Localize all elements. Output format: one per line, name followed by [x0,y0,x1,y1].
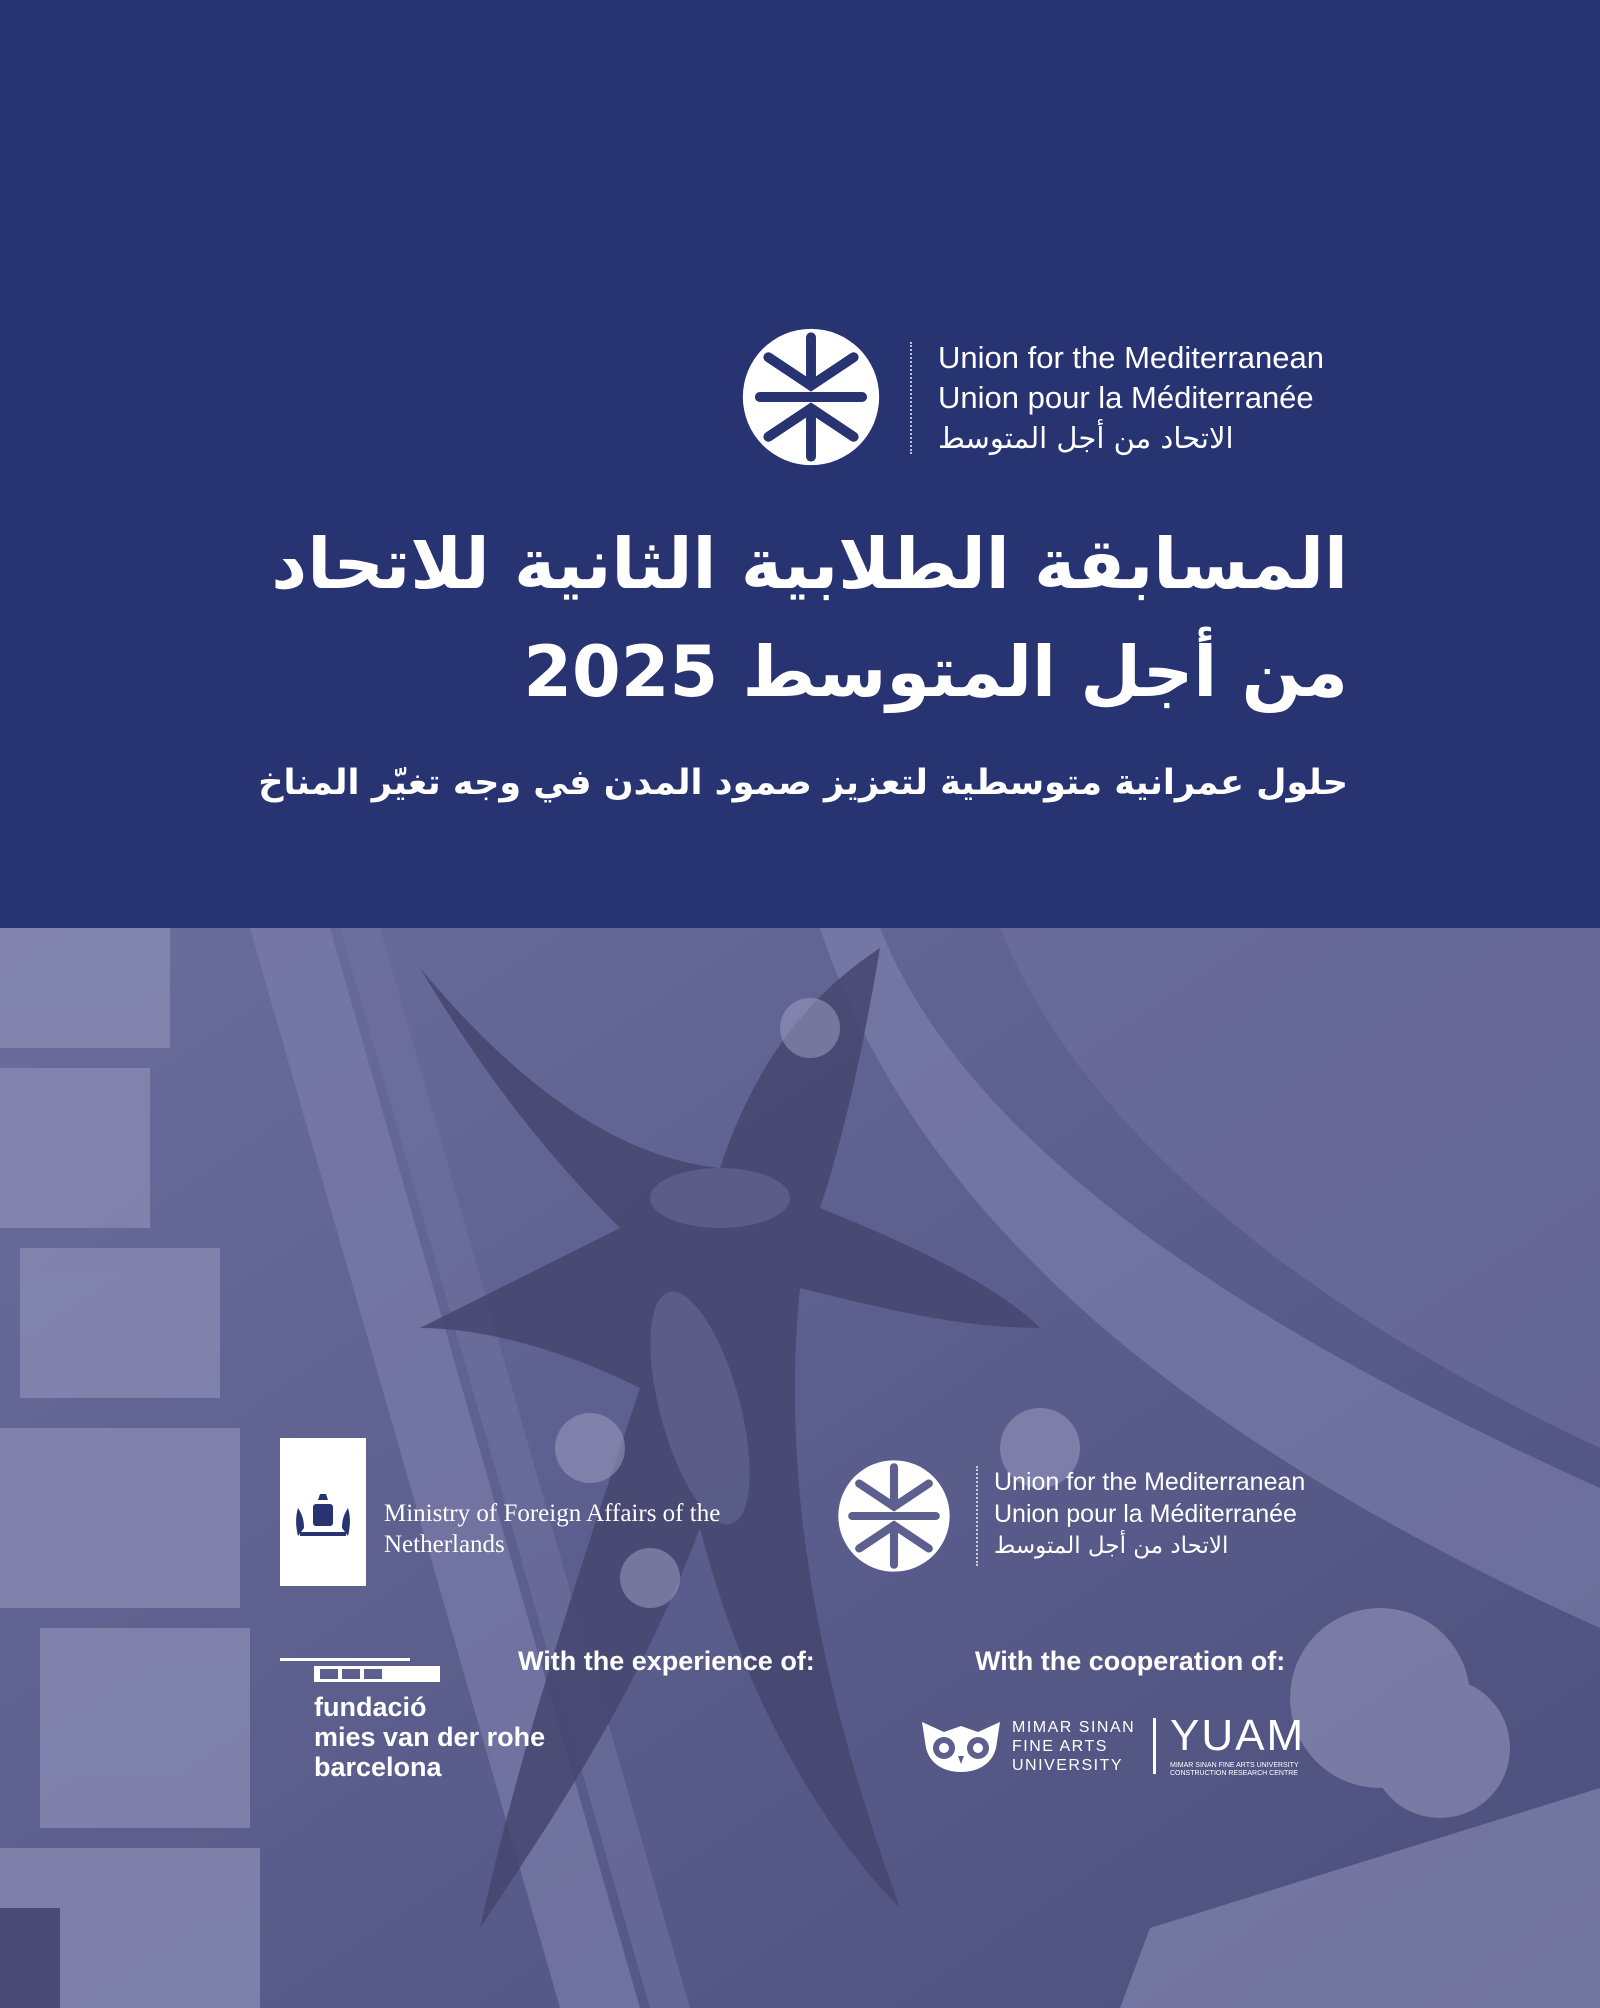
logo-separator [910,342,912,454]
mimar-sinan-logo [918,1712,1338,1782]
yuam-sub-line-2: CONSTRUCTION RESEARCH CENTRE [1170,1770,1298,1777]
experience-label: With the experience of: [518,1646,815,1676]
page-title [198,510,1348,726]
ufm-names-bottom [994,1466,1305,1562]
logo-separator [976,1466,978,1566]
owl-icon [918,1718,1004,1774]
aerial-park-image [0,928,1600,2008]
mies-line-3: barcelona [314,1752,442,1782]
header-band [0,0,1600,928]
ufm-logo-bottom [836,1456,1356,1574]
msfau-line-2: FINE ARTS [1012,1738,1108,1755]
yuam-subtitle [1170,1762,1299,1778]
cooperation-label: With the cooperation of: [975,1646,1286,1676]
ufm-name-en: Union for the Mediterranean [994,1468,1306,1496]
ufm-emblem-icon [740,326,882,468]
yuam-logo-text: YUAM [1170,1711,1306,1760]
msfau-line-1: MIMAR SINAN [1012,1719,1136,1736]
netherlands-logo-box [280,1438,366,1586]
mies-van-der-rohe-logo [280,1658,580,1788]
ufm-name-fr: Union pour la Méditerranée [938,380,1314,415]
msfau-name [1012,1718,1135,1775]
ufm-emblem-icon [836,1458,952,1574]
ufm-name-en: Union for the Mediterranean [938,340,1325,375]
title-line-2: من أجل المتوسط 2025 [523,631,1348,713]
ufm-names [938,338,1324,458]
msfau-separator [1153,1718,1156,1774]
title-line-1: المسابقة الطلابية الثانية للاتحاد [271,523,1348,605]
mies-name [314,1692,545,1782]
page-subtitle: حلول عمرانية متوسطية لتعزيز صمود المدن في وجه تغيّر المناخ [258,763,1348,803]
netherlands-line-1: Ministry of Foreign Affairs of the [384,1500,721,1527]
ufm-logo-top [740,322,1360,470]
yuam-sub-line-1: MIMAR SINAN FINE ARTS UNIVERSITY [1170,1762,1299,1769]
netherlands-line-2: Netherlands [384,1531,505,1558]
ufm-name-ar: الاتحاد من أجل المتوسط [994,1533,1229,1559]
netherlands-royal-coat-of-arms-icon [280,1438,366,1586]
ufm-name-fr: Union pour la Méditerranée [994,1500,1297,1528]
mies-bars-icon [280,1658,440,1682]
mies-line-2: mies van der rohe [314,1722,546,1752]
mies-line-1: fundació [314,1692,427,1722]
ufm-name-ar: الاتحاد من أجل المتوسط [938,421,1234,455]
netherlands-ministry-logo [280,1438,760,1588]
netherlands-ministry-name [384,1498,720,1560]
msfau-line-3: UNIVERSITY [1012,1757,1124,1774]
aerial-photo [0,928,1600,2008]
